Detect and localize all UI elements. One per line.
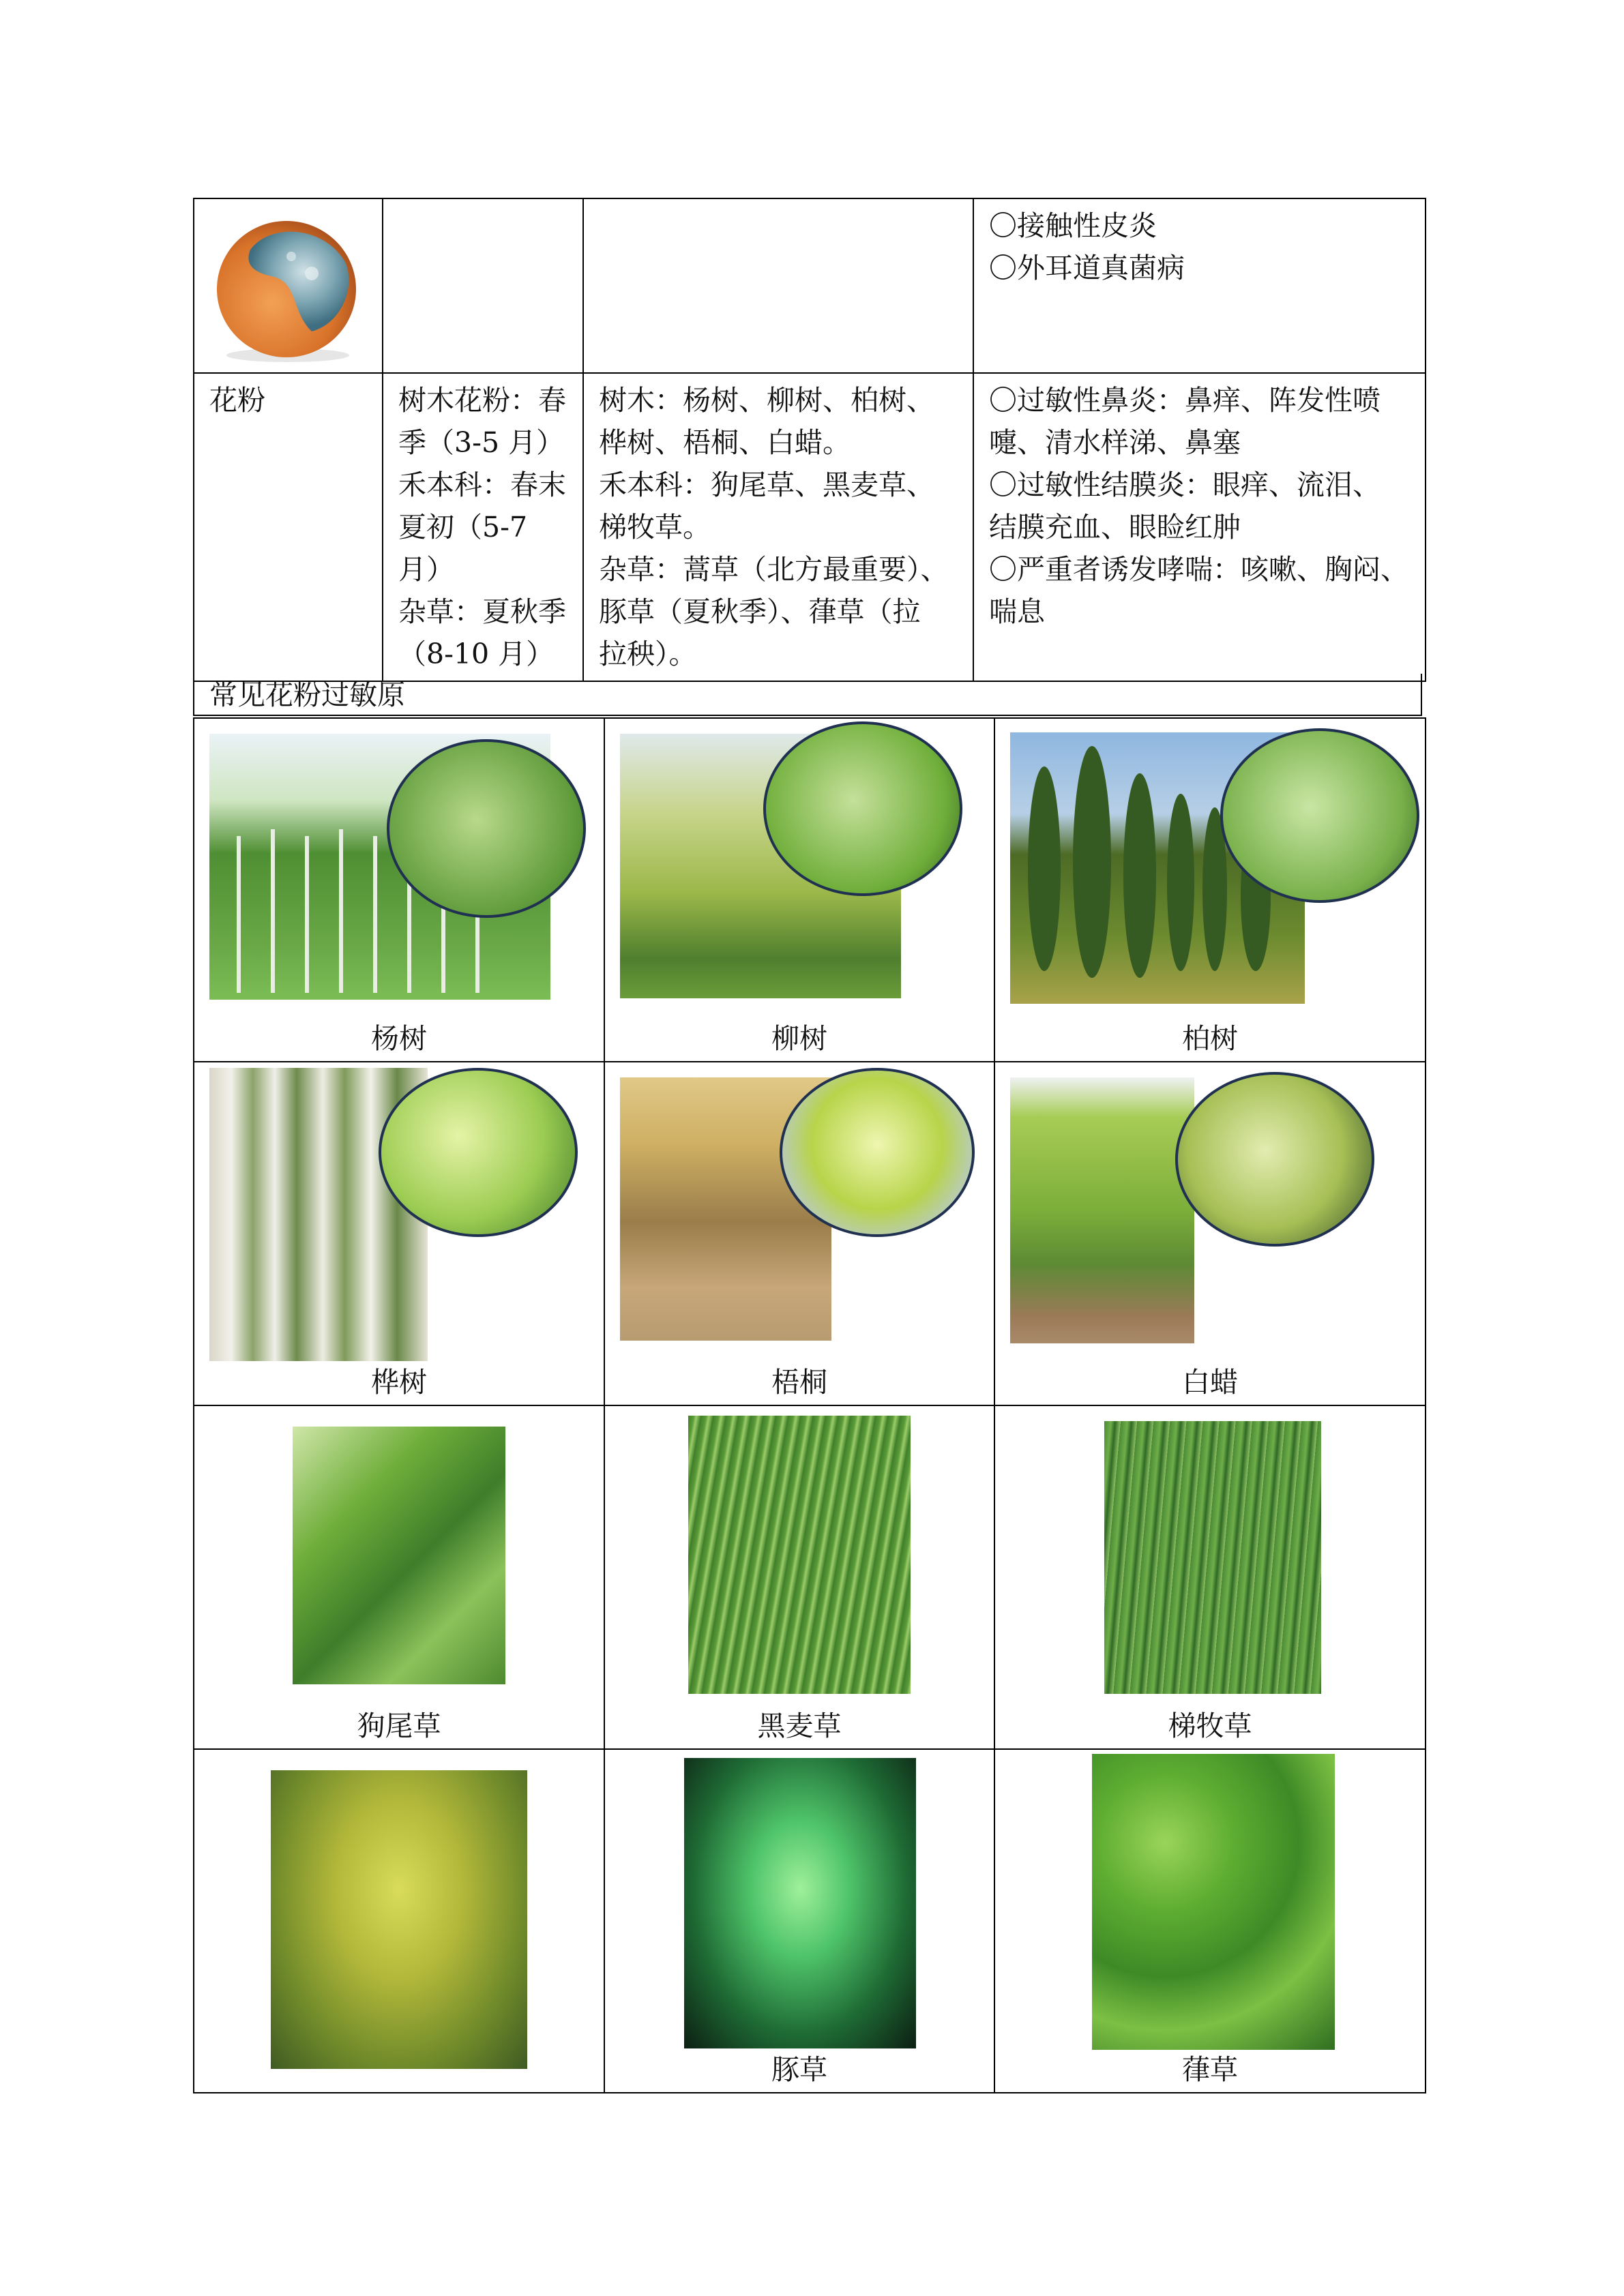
plants-line: 梯牧草。 (599, 511, 711, 543)
plants-line: 杂草：蒿草（北方最重要）、 (599, 553, 949, 586)
grid-cell-ash (994, 1062, 1426, 1405)
timothy-photo (1104, 1421, 1321, 1694)
table-row-mold (194, 198, 1426, 373)
table-row-pollen (194, 373, 1426, 681)
caption-ragweed: 豚草 (771, 2053, 827, 2086)
grid-row (194, 1062, 1426, 1405)
season-line: 树木花粉：春 (398, 384, 566, 417)
ragweed-photo (684, 1758, 916, 2048)
season-line: 杂草：夏秋季 (398, 595, 566, 628)
grid-cell-sycamore (604, 1062, 994, 1405)
grid-cell-humulus (994, 1749, 1426, 2093)
plants-line: 豚草（夏秋季）、葎草（拉 (599, 595, 921, 628)
grid-cell-birch (194, 1062, 604, 1405)
pollen-image-grid (193, 717, 1426, 2093)
caption-ash: 白蜡 (1182, 1366, 1238, 1399)
plants-line: 桦树、梧桐、白蜡。 (599, 426, 851, 459)
willow-leaf-inset (763, 721, 962, 896)
symptom-line: 嚏、清水样涕、鼻塞 (989, 426, 1241, 459)
allergen-name: 花粉 (209, 384, 265, 417)
mold-season-cell (383, 198, 583, 373)
moldy-orange-image (209, 209, 366, 366)
foxtail-photo (293, 1427, 505, 1684)
symptom-line: 〇过敏性鼻炎：鼻痒、阵发性喷 (989, 384, 1381, 417)
season-line: 月） (398, 553, 454, 586)
pollen-symptoms-cell (973, 373, 1426, 681)
mold-plants-cell (583, 198, 973, 373)
grid-row (194, 1405, 1426, 1749)
pollen-plants-cell (583, 373, 973, 681)
season-line: （8-10 月） (398, 638, 555, 670)
pollen-season-cell (383, 373, 583, 681)
caption-timothy: 梯牧草 (1168, 1710, 1252, 1742)
grid-cell-ragweed (604, 1749, 994, 2093)
plants-line: 树木：杨树、柳树、柏树、 (599, 384, 934, 417)
humulus-photo (1092, 1754, 1335, 2050)
ryegrass-photo (688, 1416, 911, 1694)
mold-symptoms-cell (973, 198, 1426, 373)
allergen-table (193, 198, 1426, 682)
mugwort-photo (271, 1770, 527, 2069)
symptom-line: 喘息 (989, 595, 1045, 628)
grid-cell-poplar (194, 718, 604, 1062)
symptom-line: 〇严重者诱发哮喘：咳嗽、胸闷、 (989, 553, 1408, 586)
allergen-name-cell (194, 373, 383, 681)
ash-photo (1010, 1077, 1194, 1343)
grid-cell-ryegrass (604, 1405, 994, 1749)
symptom-line: 〇外耳道真菌病 (989, 252, 1185, 284)
caption-humulus: 葎草 (1182, 2053, 1238, 2086)
grid-cell-cypress (994, 718, 1426, 1062)
grid-cell-willow (604, 718, 994, 1062)
plants-line: 禾本科：狗尾草、黑麦草、 (599, 468, 934, 501)
symptom-line: 〇接触性皮炎 (989, 209, 1157, 242)
section-title: 常见花粉过敏原 (193, 674, 1422, 716)
ash-seed-inset (1175, 1072, 1374, 1247)
grid-cell-mugwort (194, 1749, 604, 2093)
symptom-line: 结膜充血、眼睑红肿 (989, 511, 1241, 543)
grid-row (194, 1749, 1426, 2093)
grid-cell-timothy (994, 1405, 1426, 1749)
caption-foxtail: 狗尾草 (357, 1710, 441, 1742)
birch-leaf-inset (379, 1068, 578, 1237)
poplar-leaf-inset (387, 739, 586, 918)
caption-ryegrass: 黑麦草 (757, 1710, 842, 1742)
caption-willow: 柳树 (771, 1022, 827, 1055)
symptom-line: 〇过敏性结膜炎：眼痒、流泪、 (989, 468, 1381, 501)
caption-sycamore: 梧桐 (771, 1366, 827, 1399)
caption-birch: 桦树 (371, 1366, 427, 1399)
grid-row (194, 718, 1426, 1062)
grid-cell-foxtail (194, 1405, 604, 1749)
caption-cypress: 柏树 (1182, 1022, 1238, 1055)
season-line: 夏初（5-7 (398, 511, 528, 543)
plants-line: 拉秧）。 (599, 638, 697, 670)
caption-poplar: 杨树 (371, 1022, 427, 1055)
cypress-leaf-inset (1220, 728, 1419, 903)
mold-image-cell (194, 198, 383, 373)
sycamore-leaf-inset (780, 1068, 975, 1237)
season-line: 季（3-5 月） (398, 426, 565, 459)
season-line: 禾本科：春末 (398, 468, 566, 501)
